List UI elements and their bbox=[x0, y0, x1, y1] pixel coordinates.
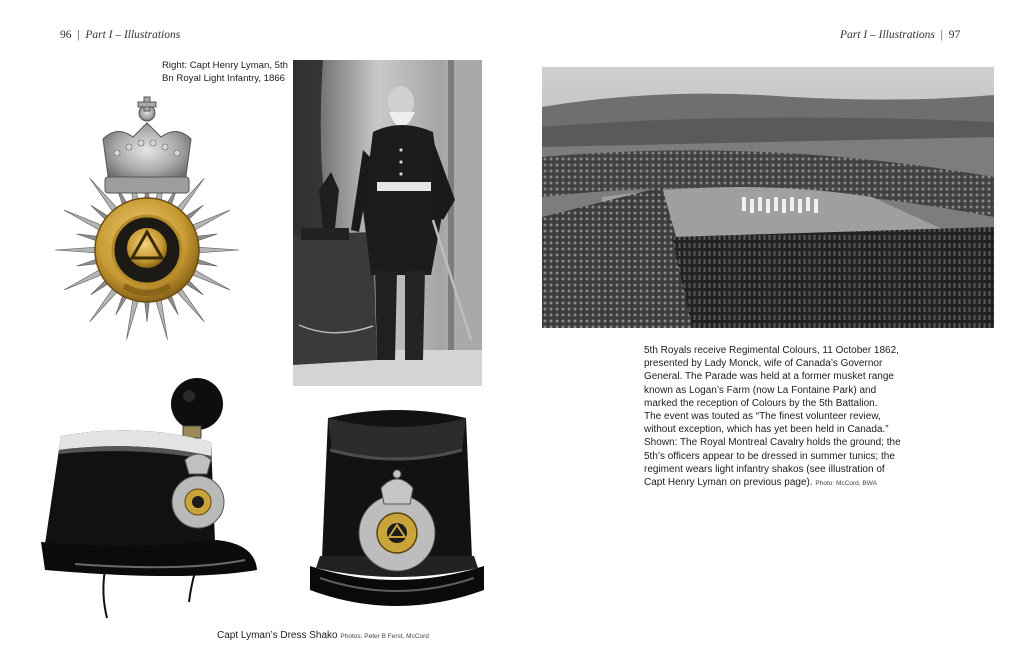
regimental-colours-parade-engraving bbox=[542, 67, 994, 328]
portrait-caption-line: Right: Capt Henry Lyman, 5th bbox=[162, 60, 289, 71]
right-page-header bbox=[840, 29, 960, 41]
parade-caption-line: known as Logan’s Farm (now La Fontaine Park) and bbox=[644, 384, 877, 396]
left-section-title: Part I – Illustrations bbox=[85, 29, 181, 41]
right-section-title: Part I – Illustrations bbox=[840, 29, 935, 41]
shako-photo-credit: Photos: Peter B Ferst, McCord bbox=[340, 633, 429, 640]
left-page-number: 96 bbox=[60, 29, 72, 41]
portrait-caption bbox=[162, 59, 288, 85]
parade-caption-line: without exception, which has yet been held in Canada.” bbox=[644, 424, 889, 436]
parade-caption-line: 5th Royals receive Regimental Colours, 11 October 1862, bbox=[644, 345, 899, 356]
parade-caption-line: The event was touted as “The finest volunteer review, bbox=[644, 411, 881, 423]
right-header-separator: | bbox=[940, 29, 943, 41]
parade-caption-line: 5th’s officers appear to be dressed in summer tunics; the bbox=[644, 450, 895, 462]
parade-caption bbox=[644, 344, 901, 490]
parade-caption-line: General. The Parade was held at a former musket range bbox=[644, 371, 894, 383]
shako-caption bbox=[217, 629, 429, 643]
parade-caption-line: marked the reception of Colours by the 5th Battalion. bbox=[644, 397, 878, 409]
parade-caption-line: regiment wears light infantry shakos (see illustration of bbox=[644, 463, 885, 475]
right-page-number: 97 bbox=[948, 29, 961, 41]
parade-photo-credit: Photo: McCord, BWA bbox=[815, 480, 877, 488]
shako-caption-text: Capt Lyman’s Dress Shako bbox=[217, 630, 338, 641]
dress-shako-front-view-image bbox=[306, 408, 488, 622]
portrait-caption-line: Bn Royal Light Infantry, 1866 bbox=[162, 73, 286, 85]
parade-caption-line: presented by Lady Monck, wife of Canada’s Governor bbox=[644, 358, 883, 370]
parade-caption-last-line bbox=[644, 476, 901, 490]
left-page-header bbox=[60, 29, 180, 41]
left-header-separator: | bbox=[77, 29, 80, 41]
helmet-plate-image bbox=[52, 90, 242, 355]
parade-caption-line: Shown: The Royal Montreal Cavalry holds the ground; the bbox=[644, 437, 901, 449]
parade-caption-text: Capt Henry Lyman on previous page). bbox=[644, 477, 813, 489]
captain-lyman-portrait-photo bbox=[293, 60, 482, 386]
dress-shako-side-view-image bbox=[35, 374, 260, 619]
